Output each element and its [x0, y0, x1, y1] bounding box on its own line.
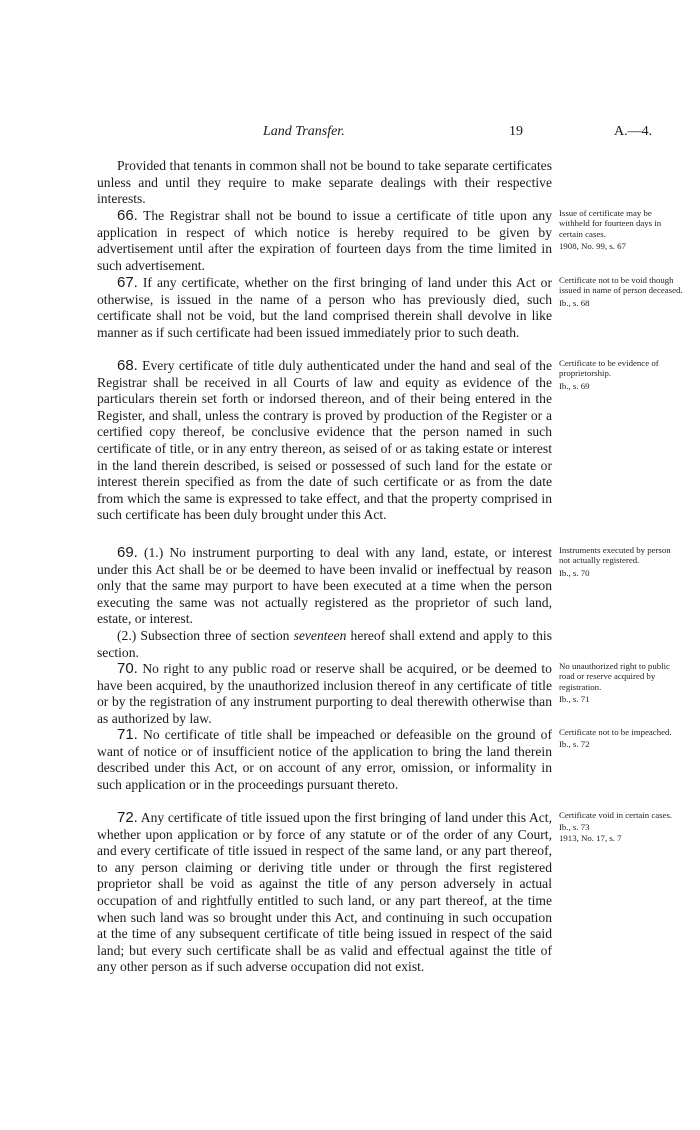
- sidenote-text: No unauthorized right to public road or reserve acquired by registration.: [559, 661, 670, 692]
- section-69-text: [97, 545, 552, 661]
- section-68-sidenote: [559, 358, 683, 391]
- section-68-text: [97, 358, 552, 524]
- page-number: 19: [509, 124, 523, 139]
- section-body: No right to any public road or reserve shall be acquired, or be deemed to have been acquired, by the unauthorized inclusion thereof in any certificate of title or by the registration of any instrument purporting to deal therewith otherwise than as authorized by law.: [97, 661, 552, 726]
- section-72-text: [97, 810, 552, 976]
- sidenote-citation: Ib., s. 73: [559, 822, 590, 833]
- section-body: No certificate of title shall be impeached or defeasible on the ground of want of notice or of insufficient notice of the application to bring the land therein described under this Act, or on account of any error, omission, or informality in such application or in the proceedings pursuant thereto.: [97, 727, 552, 792]
- section-72-sidenote: [559, 810, 683, 843]
- sidenote-citation: Ib., s. 69: [559, 380, 590, 391]
- section-body: Every certificate of title duly authenticated under the hand and seal of the Registrar shall be received in all Courts of law and equity as evidence of the particulars therein set forth or indorsed thereon, and of their being entered in the Register, and shall, unless the contrary is proved by production of the Register or a certified copy thereof, be conclusive evidence that the person named in such certificate of title, or in any entry thereon, as seised of or as taking estate or interest in the land therein described, is seised or possessed of such land for the estate or interest therein specified as from the date of such certificate or as from the date from which the same is expressed to take effect, and that the property comprised in such certificate has been duly brought under this Act.: [97, 358, 552, 523]
- sidenote-citation: Ib., s. 72: [559, 739, 590, 750]
- proviso-text: [97, 158, 552, 208]
- subsection-2: (2.) Subsection three of section seventeen hereof shall extend and apply to this section.: [97, 627, 552, 660]
- section-66-text: [97, 208, 552, 274]
- italic-term: seventeen: [293, 627, 347, 643]
- section-69-sidenote: [559, 545, 683, 578]
- section-body: The Registrar shall not be bound to issue a certificate of title upon any application in respect of which notice is hereby required to be given by advertisement until after the expiration of fourteen days from the time limited in such advertisement.: [97, 208, 553, 273]
- sidenote-citation: Ib., s. 71: [559, 694, 590, 705]
- section-number: 66.: [117, 207, 138, 224]
- section-body: (1.) No instrument purporting to deal with any land, estate, or interest under this Act shall be or be deemed to have been invalid or ineffectual by reason only that the same may purport to have been executed at a time when the person executing the same was not actually registered as the proprietor of such land, estate, or interest.: [97, 545, 552, 627]
- sidenote-text: Issue of certificate may be withheld for fourteen days in certain cases.: [559, 208, 662, 239]
- section-number: 72.: [117, 809, 138, 826]
- section-71-sidenote: [559, 727, 683, 750]
- sidenote-citation-2: 1913, No. 17, s. 7: [559, 832, 622, 843]
- running-header: [0, 124, 700, 144]
- sidenote-citation: Ib., s. 68: [559, 297, 590, 308]
- section-number: 69.: [117, 544, 138, 561]
- running-title: Land Transfer.: [263, 124, 345, 139]
- section-number: 67.: [117, 274, 138, 291]
- section-70-text: [97, 661, 552, 727]
- section-67-text: [97, 275, 552, 341]
- section-67-sidenote: [559, 275, 683, 308]
- section-number: 71.: [117, 726, 138, 743]
- sidenote-text: Certificate not to be impeached.: [559, 727, 672, 737]
- section-body: Any certificate of title issued upon the first bringing of land under this Act, whether upon application or by force of any statute or of the order of any Court, and every certificate of title issued in respect of the same land, or any part thereof, to any person claiming or deriving title under or through the first registered proprietor shall be void as against the title of any person adversely in actual occupation of and rightfully entitled to such land, or any part thereof, at the time when such land was so brought under this Act, and continuing in such occupation at the time of any subsequent certificate of title being issued in respect of the said land; but every such certificate shall be as valid and effectual against the title of any other person as if such adverse occupation did not exist.: [97, 810, 552, 975]
- section-71-text: [97, 727, 552, 793]
- paper-reference: A.—4.: [614, 124, 653, 139]
- sidenote-text: Certificate not to be void though issued in name of person deceased.: [559, 275, 683, 296]
- section-number: 70.: [117, 660, 138, 677]
- section-70-sidenote: [559, 661, 683, 705]
- sidenote-citation: 1908, No. 99, s. 67: [559, 241, 626, 252]
- sidenote-text: Certificate to be evidence of proprietorship.: [559, 358, 659, 379]
- proviso-paragraph: Provided that tenants in common shall not be bound to take separate certificates unless and until they require to make separate dealings with their respective interests.: [97, 158, 552, 207]
- section-number: 68.: [117, 357, 138, 374]
- sidenote-text: Certificate void in certain cases.: [559, 810, 673, 820]
- section-66-sidenote: [559, 208, 683, 252]
- section-body: If any certificate, whether on the first bringing of land under this Act or otherwise, is issued in the name of a person who has previously died, such certificate shall not be void, but the land comprised therein shall devolve in like manner as if such certificate had been issued immediately prior to such death.: [97, 275, 552, 340]
- sidenote-text: Instruments executed by person not actually registered.: [559, 545, 671, 566]
- sidenote-citation: Ib., s. 70: [559, 567, 590, 578]
